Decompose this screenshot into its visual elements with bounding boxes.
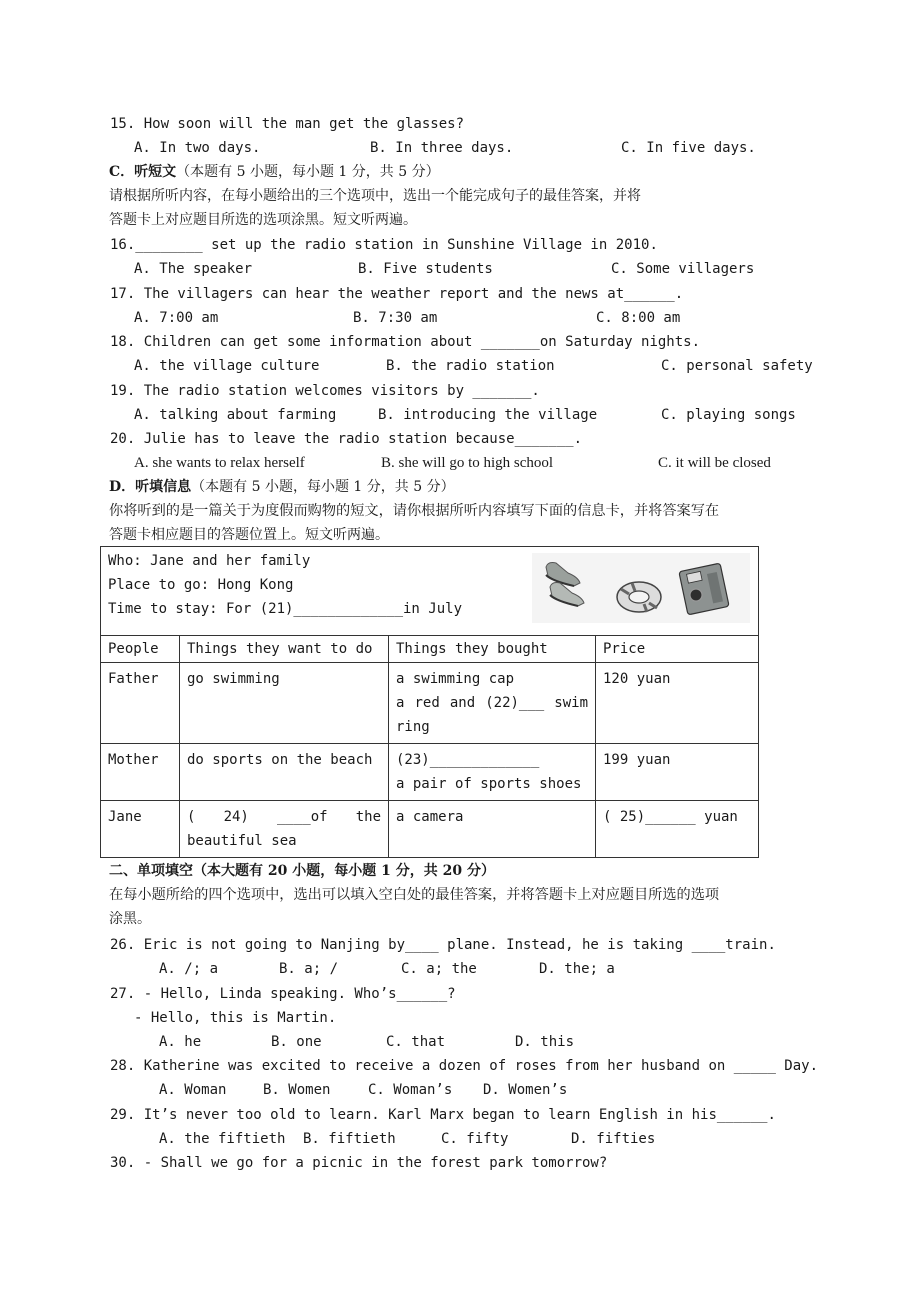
option-17a: A. 7:00 am [134, 310, 219, 326]
question-19: 19. The radio station welcomes visitors by _______. [110, 383, 540, 399]
option-18c: C. personal safety [661, 358, 813, 374]
row-price: 199 yuan [596, 744, 759, 801]
section-c-note: （本题有 5 小题，每小题 1 分，共 5 分） [176, 164, 440, 180]
row-people: Father [101, 663, 180, 744]
question-27: 27. - Hello, Linda speaking. Who’s______? [110, 986, 456, 1002]
bought-line-2: a pair of sports shoes [396, 776, 582, 792]
option-15b: B. In three days. [370, 140, 514, 156]
option-16b: B. Five students [358, 261, 493, 277]
option-29c: C. fifty [441, 1131, 509, 1147]
section-2-title [109, 862, 495, 880]
option-29d: D. fifties [571, 1131, 656, 1147]
section-d-instruction-1: 你将听到的是一篇关于为度假而购物的短文，请你根据所听内容填写下面的信息卡，并将答案写在 [109, 503, 720, 519]
header-price: Price [596, 636, 759, 663]
section-2-instruction-2: 涂黑。 [109, 911, 151, 927]
option-26a: A. /; a [159, 961, 219, 977]
section-2-instruction-1: 在每小题所给的四个选项中，选出可以填入空白处的最佳答案，并将答题卡上对应题目所选的选项 [109, 887, 720, 903]
option-19c: C. playing songs [661, 407, 796, 423]
row-bought [389, 744, 596, 801]
option-28b: B. Women [263, 1082, 331, 1098]
row-price: ( 25)______ yuan [596, 801, 759, 858]
section-d-note: （本题有 5 小题，每小题 1 分，共 5 分） [191, 479, 455, 495]
option-17b: B. 7:30 am [353, 310, 438, 326]
header-people: People [101, 636, 180, 663]
camera-icon [679, 563, 729, 615]
swim-ring-icon [617, 582, 661, 612]
option-19a: A. talking about farming [134, 407, 337, 423]
option-20b: B. she will go to high school [381, 455, 554, 471]
question-26: 26. Eric is not going to Nanjing by____ plane. Instead, he is taking ____train. [110, 937, 776, 953]
option-20a: A. she wants to relax herself [134, 455, 305, 471]
row-want: ( 24) ____of the beautiful sea [180, 801, 389, 858]
option-28a: A. Woman [159, 1082, 227, 1098]
bought-line-1: a camera [396, 809, 464, 825]
section-c-title: C．听短文 [109, 164, 177, 180]
question-28: 28. Katherine was excited to receive a dozen of roses from her husband on _____ Day. [110, 1058, 819, 1074]
bought-line-2: a red and (22)___ swim ring [396, 695, 588, 735]
card-who: Who: Jane and her family [108, 553, 311, 569]
bought-line-1: a swimming cap [396, 671, 515, 687]
option-27a: A. he [159, 1034, 202, 1050]
option-26b: B. a; / [279, 961, 339, 977]
option-16a: A. The speaker [134, 261, 253, 277]
table-row [101, 801, 759, 858]
row-want: do sports on the beach [180, 744, 389, 801]
question-20: 20. Julie has to leave the radio station because_______. [110, 431, 583, 447]
row-bought [389, 663, 596, 744]
option-17c: C. 8:00 am [596, 310, 681, 326]
section-c-instruction-2: 答题卡上对应题目所选的选项涂黑。短文听两遍。 [109, 212, 417, 228]
question-16: 16.________ set up the radio station in Sunshine Village in 2010. [110, 237, 658, 253]
question-15: 15. How soon will the man get the glasses? [110, 116, 465, 132]
header-want: Things they want to do [180, 636, 389, 663]
section-2-title-text: 二、单项填空（本大题有 20 小题，每小题 1 分，共 20 分） [109, 863, 495, 879]
section-d-heading [109, 478, 455, 496]
bought-line-1: (23)_____________ [396, 752, 540, 768]
header-bought: Things they bought [389, 636, 596, 663]
option-20c: C. it will be closed [658, 455, 771, 471]
card-time: Time to stay: For (21)_____________in July [108, 601, 463, 617]
section-d-instruction-2: 答题卡相应题目的答题位置上。短文听两遍。 [109, 527, 389, 543]
table-row [101, 744, 759, 801]
option-19b: B. introducing the village [378, 407, 598, 423]
question-27-reply: - Hello, this is Martin. [134, 1010, 337, 1026]
option-27b: B. one [271, 1034, 322, 1050]
table-row [101, 663, 759, 744]
row-bought [389, 801, 596, 858]
option-26d: D. the; a [539, 961, 615, 977]
row-price: 120 yuan [596, 663, 759, 744]
vacation-items-illustration [532, 553, 750, 623]
option-27d: D. this [515, 1034, 575, 1050]
option-29a: A. the fiftieth [159, 1131, 286, 1147]
option-16c: C. Some villagers [611, 261, 755, 277]
option-28d: D. Women’s [483, 1082, 568, 1098]
section-c-heading [109, 163, 440, 181]
row-people: Mother [101, 744, 180, 801]
option-15c: C. In five days. [621, 140, 756, 156]
option-28c: C. Woman’s [368, 1082, 453, 1098]
question-30: 30. - Shall we go for a picnic in the forest park tomorrow? [110, 1155, 608, 1171]
option-26c: C. a; the [401, 961, 477, 977]
option-15a: A. In two days. [134, 140, 261, 156]
section-d-title: D．听填信息 [109, 479, 192, 495]
card-place: Place to go: Hong Kong [108, 577, 294, 593]
option-29b: B. fiftieth [303, 1131, 396, 1147]
section-c-instruction-1: 请根据所听内容，在每小题给出的三个选项中，选出一个能完成句子的最佳答案，并将 [109, 188, 641, 204]
row-people: Jane [101, 801, 180, 858]
row-want: go swimming [180, 663, 389, 744]
option-18b: B. the radio station [386, 358, 555, 374]
question-18: 18. Children can get some information about _______on Saturday nights. [110, 334, 701, 350]
question-17: 17. The villagers can hear the weather report and the news at______. [110, 286, 684, 302]
question-29: 29. It’s never too old to learn. Karl Marx began to learn English in his______. [110, 1107, 776, 1123]
option-18a: A. the village culture [134, 358, 320, 374]
option-27c: C. that [386, 1034, 446, 1050]
